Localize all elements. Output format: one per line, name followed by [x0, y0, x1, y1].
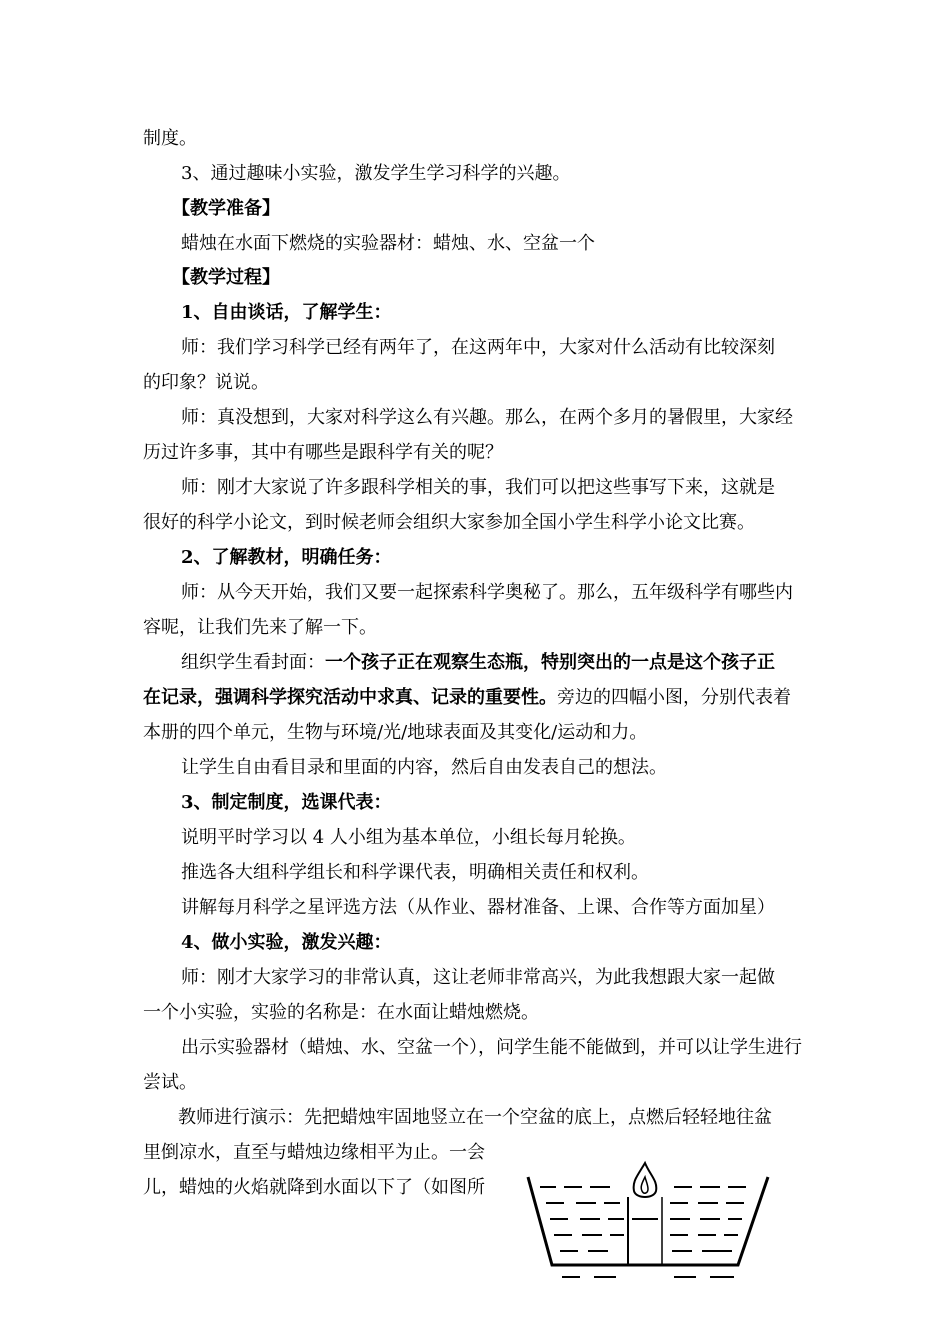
text-line: 容呢，让我们先来了解一下。: [143, 617, 377, 638]
text-line: 历过许多事，其中有哪些是跟科学有关的呢？: [143, 442, 503, 463]
text-line: 的印象？说说。: [143, 372, 269, 393]
basin-drawing: [520, 1157, 780, 1285]
text-line: 师：从今天开始，我们又要一起探索科学奥秘了。那么，五年级科学有哪些内: [181, 582, 793, 603]
text-line: [143, 686, 813, 710]
step-heading-1: 1、自由谈话，了解学生：: [181, 302, 392, 323]
text-line: 儿，蜡烛的火焰就降到水面以下了（如图所: [143, 1177, 485, 1198]
text-line: 很好的科学小论文，到时候老师会组织大家参加全国小学生科学小论文比赛。: [143, 512, 755, 533]
text-line: 师：刚才大家说了许多跟科学相关的事，我们可以把这些事写下来，这就是: [181, 477, 775, 498]
text-line: 说明平时学习以 4 人小组为基本单位，小组长每月轮换。: [181, 827, 636, 848]
text-line: 师：真没想到，大家对科学这么有兴趣。那么，在两个多月的暑假里，大家经: [181, 407, 793, 428]
text-line: 制度。: [143, 128, 197, 149]
text-line: 讲解每月科学之星评选方法（从作业、器材准备、上课、合作等方面加星）: [181, 897, 775, 918]
candle-in-basin-illustration: [520, 1157, 780, 1285]
text-line: 出示实验器材（蜡烛、水、空盆一个），问学生能不能做到，并可以让学生进行: [181, 1037, 802, 1058]
text-line: 师：刚才大家学习的非常认真，这让老师非常高兴，为此我想跟大家一起做: [181, 967, 775, 988]
step-heading-4: 4、做小实验，激发兴趣：: [181, 932, 392, 953]
text-line: [181, 651, 851, 675]
text-line: 推选各大组科学组长和科学课代表，明确相关责任和权利。: [181, 862, 649, 883]
bold-text-span: 一个孩子正在观察生态瓶，特别突出的一点是这个孩子正: [325, 652, 775, 673]
text-line: 蜡烛在水面下燃烧的实验器材：蜡烛、水、空盆一个: [181, 233, 595, 254]
text-span: 旁边的四幅小图，分别代表着: [557, 687, 791, 708]
text-span: 组织学生看封面：: [181, 652, 325, 673]
text-line: 本册的四个单元，生物与环境/光/地球表面及其变化/运动和力。: [143, 722, 648, 743]
step-heading-2: 2、了解教材，明确任务：: [181, 547, 392, 568]
text-line: 尝试。: [143, 1072, 197, 1093]
text-line: 教师进行演示：先把蜡烛牢固地竖立在一个空盆的底上，点燃后轻轻地往盆: [178, 1107, 772, 1128]
text-line: 让学生自由看目录和里面的内容，然后自由发表自己的想法。: [181, 757, 667, 778]
objective-3: 3、通过趣味小实验，激发学生学习科学的兴趣。: [181, 163, 571, 184]
section-heading-preparation: 【教学准备】: [172, 198, 280, 219]
text-line: 师：我们学习科学已经有两年了，在这两年中，大家对什么活动有比较深刻: [181, 337, 775, 358]
text-line: 里倒凉水，直至与蜡烛边缘相平为止。一会: [143, 1142, 485, 1163]
step-heading-3: 3、制定制度，选课代表：: [181, 792, 392, 813]
text-line: 一个小实验，实验的名称是：在水面让蜡烛燃烧。: [143, 1002, 539, 1023]
section-heading-process: 【教学过程】: [172, 267, 280, 288]
bold-text-span: 在记录，强调科学探究活动中求真、记录的重要性。: [143, 687, 557, 708]
